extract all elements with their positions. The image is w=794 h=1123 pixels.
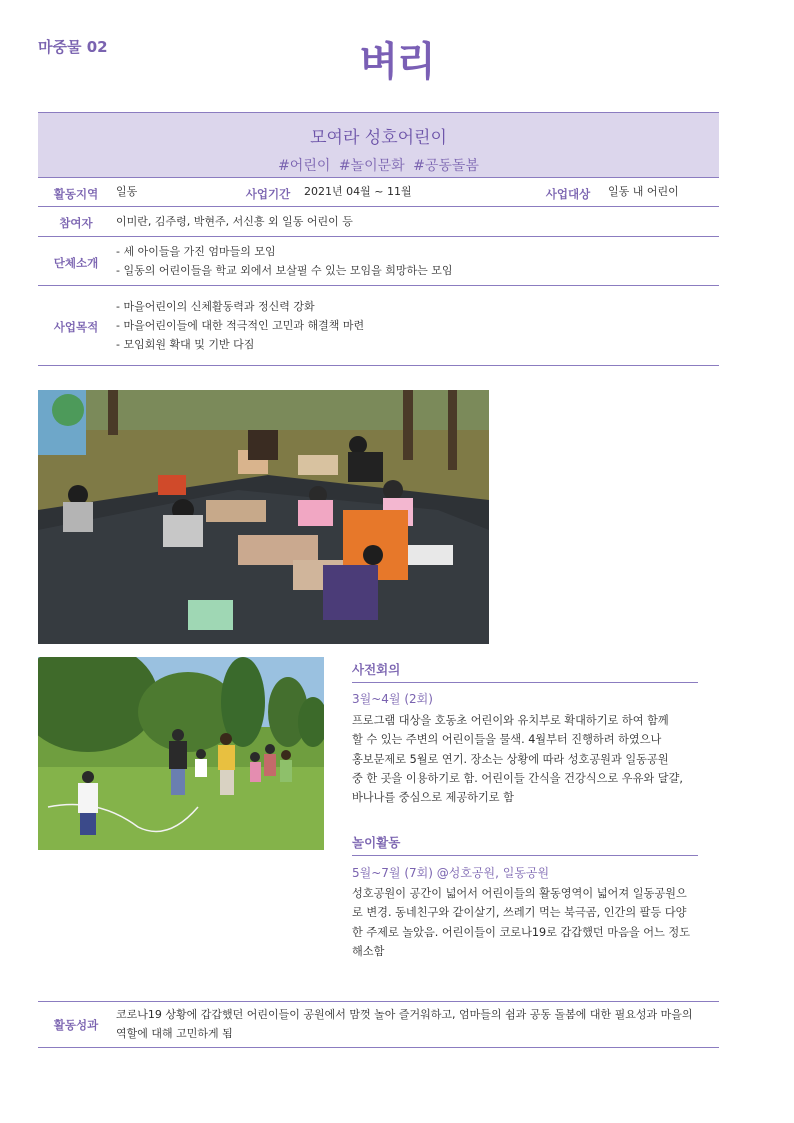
region-value: 일동 <box>116 185 138 198</box>
play-heading: 놀이활동 <box>352 835 401 850</box>
play-divider <box>352 855 698 856</box>
project-name: 모여라 성호어린이 <box>310 128 447 148</box>
meeting-heading: 사전회의 <box>352 662 401 677</box>
meeting-subheading: 3월~4월 (2회) <box>352 692 433 706</box>
meeting-divider <box>352 682 698 683</box>
page-title: 벼리 <box>359 39 435 85</box>
period-value: 2021년 04월 ~ 11월 <box>304 185 412 198</box>
group-label: 단체소개 <box>53 256 99 270</box>
meeting-line: 할 수 있는 주변의 어린이들을 물색. 4월부터 진행하려 하였으나 <box>352 733 662 747</box>
play-line: 로 변경. 동네친구와 같이살기, 쓰레기 먹는 북극곰, 인간의 팔등 다양 <box>352 906 687 920</box>
play-body <box>352 884 702 961</box>
project-tags: #어린이 #놀이문화 #공동돌봄 <box>278 158 479 174</box>
meeting-line: 바나나를 중심으로 제공하기로 함 <box>352 791 514 805</box>
result-row <box>38 1002 719 1048</box>
meeting-line: 홍보문제로 5월로 연기. 장소는 상황에 따라 성호공원과 일동공원 <box>352 752 669 766</box>
result-body <box>116 1005 719 1043</box>
info-row-region <box>38 178 719 207</box>
purpose-line: - 마을어린이들에 대한 적극적인 고민과 해결책 마련 <box>116 319 365 332</box>
target-label: 사업대상 <box>545 187 591 201</box>
result-label: 활동성과 <box>53 1018 99 1032</box>
purpose-label: 사업목적 <box>53 320 99 334</box>
meeting-body <box>352 711 702 807</box>
target-value: 일동 내 어린이 <box>608 185 679 198</box>
play-line: 해소함 <box>352 944 385 958</box>
result-line: 코로나19 상황에 갑갑했던 어린이들이 공원에서 맘껏 놀아 즐거워하고, 엄마들의 쉼과 공동 돌봄에 대한 필요성과 마을의 <box>116 1008 693 1021</box>
info-row-participants <box>38 207 719 237</box>
play-subheading: 5월~7월 (7회) @성호공원, 일동공원 <box>352 866 550 880</box>
period-label: 사업기간 <box>245 187 291 201</box>
play-line: 한 주제로 놀았음. 어린이들이 코로나19로 갑갑했던 마음을 어느 정도 <box>352 925 691 939</box>
project-title-band <box>38 112 719 178</box>
participants-value: 이미란, 김주령, 박현주, 서신흥 외 일동 어린이 등 <box>116 215 353 228</box>
participants-label: 참여자 <box>59 216 93 230</box>
meeting-line: 중 한 곳을 이용하기로 함. 어린이들 간식을 건강식으로 우유와 달걀, <box>352 771 683 785</box>
meeting-line: 프로그램 대상을 호동초 어린이와 유치부로 확대하기로 하여 함께 <box>352 714 669 727</box>
series-label: 마중물 02 <box>38 38 108 56</box>
group-line: - 세 아이들을 가진 엄마들의 모임 <box>116 245 276 258</box>
play-line: 성호공원이 공간이 넓어서 어린이들의 활동영역이 넓어져 일동공원으 <box>352 887 687 900</box>
region-label: 활동지역 <box>53 187 99 201</box>
info-row-group <box>38 237 719 286</box>
purpose-line: - 모임회원 확대 및 기반 다짐 <box>116 338 255 351</box>
activity-photo-crafting <box>38 390 489 644</box>
result-line: 역할에 대해 고민하게 됨 <box>116 1027 233 1040</box>
info-row-purpose <box>38 286 719 366</box>
group-line: - 일동의 어린이들을 학교 외에서 보살필 수 있는 모임을 희망하는 모임 <box>116 264 453 277</box>
activity-photo-park <box>38 657 324 850</box>
purpose-line: - 마을어린이의 신체활동력과 정신력 강화 <box>116 300 315 313</box>
